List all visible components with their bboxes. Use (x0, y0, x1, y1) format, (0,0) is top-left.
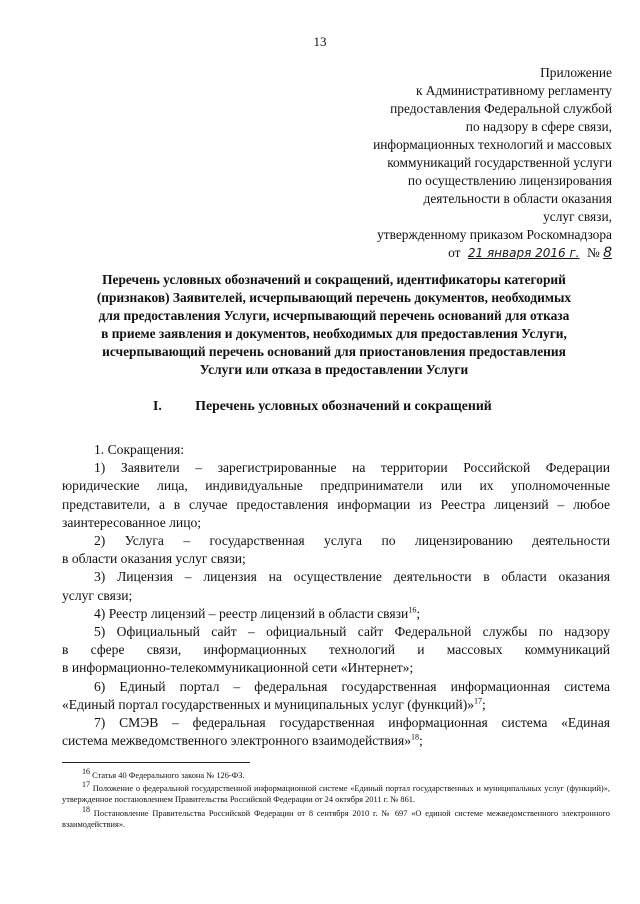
list-item-line: 3) Лицензия – лицензия на осуществление деятельности в области оказания (94, 569, 610, 585)
order-date-line (373, 244, 612, 262)
handwritten-date: 21 января 2016 г. (467, 246, 580, 260)
footnotes (62, 767, 610, 832)
list-item-line: в сфере связи, информационных технологий и массовых коммуникаций (62, 642, 610, 658)
list-item-line: 1) Заявители – зарегистрированные на территории Российской Федерации (94, 460, 610, 476)
list-item-line: заинтересованное лицо; (62, 514, 202, 530)
footnote (62, 804, 610, 830)
list-item-line (62, 732, 610, 750)
appendix-line: услуг связи, (543, 209, 612, 224)
list-item-line: 5) Официальный сайт – официальный сайт Федеральной службы по надзору (94, 624, 610, 640)
footnote-ref: 16 (408, 605, 417, 615)
page-number: 13 (313, 34, 327, 49)
number-label: № (586, 245, 600, 260)
list-item-text: система межведомственного электронного взаимодействия» (62, 733, 412, 749)
list-item-line: 6) Единый портал – федеральная государственная информационная система (94, 678, 610, 694)
list-item-line: 7) СМЭВ – федеральная государственная информационная система «Единая (94, 715, 610, 731)
from-label: от (448, 245, 461, 260)
appendix-line: Приложение (540, 65, 612, 80)
appendix-line: утвержденному приказом Роскомнадзора (377, 227, 612, 242)
appendix-line: предоставления Федеральной службой (390, 101, 612, 116)
footnote-mark: 16 (82, 767, 90, 777)
title-line: в приеме заявления и документов, необходимых для предоставления Услуги, (101, 326, 567, 342)
list-item-end: ; (419, 733, 423, 749)
footnote (62, 767, 610, 781)
list-item-line: представители, а в случае предоставления информации из Реестра лицензий – любое (62, 496, 610, 512)
list-heading: 1. Сокращения: (94, 442, 184, 457)
footnote-text: Статья 40 Федерального закона № 126-ФЗ. (90, 771, 245, 780)
title-line: для предоставления Услуги, исчерпывающий перечень оснований для отказа (98, 308, 570, 324)
appendix-block (373, 64, 612, 262)
footnote-text: Положение о федеральной государственной информационной системе «Единый портал государственных и муниципальных услуг (функций)», утвержденное постановлением Правительства Российской Федерации от 24 октября 2011 г. № 861. (62, 784, 610, 805)
list-item-line (62, 605, 610, 623)
section-number: I. (153, 398, 162, 413)
title-line: (признаков) Заявителей, исчерпывающий перечень документов, необходимых (96, 290, 572, 306)
list-item-line: услуг связи; (62, 587, 133, 603)
list-item-line: в информационно-телекоммуникационной сети «Интернет»; (62, 660, 414, 676)
section-heading (153, 398, 492, 414)
list-item-line (62, 696, 610, 714)
list-item-text: 4) Реестр лицензий – реестр лицензий в области связи (94, 605, 409, 621)
footnote-ref: 17 (474, 696, 483, 706)
footnote-mark: 18 (82, 804, 90, 814)
handwritten-number: 8 (603, 245, 612, 261)
list-item-end: ; (416, 605, 421, 621)
document-title (58, 271, 610, 380)
appendix-line: по надзору в сфере связи, (465, 119, 612, 134)
list-item-line: 2) Услуга – государственная услуга по лицензированию деятельности (94, 533, 610, 549)
footnote-text: Постановление Правительства Российской Федерации от 8 сентября 2010 г. № 697 «О единой системе межведомственного электронного взаимодействия». (62, 808, 610, 829)
appendix-line: по осуществлению лицензирования (407, 173, 612, 188)
title-line: исчерпывающий перечень оснований для приостановления предоставления (102, 344, 566, 360)
appendix-line: коммуникаций государственной услуги (387, 155, 612, 170)
list-item-line: в области оказания услуг связи; (62, 551, 246, 567)
footnote (62, 780, 610, 805)
appendix-line: деятельности в области оказания (423, 191, 612, 206)
title-line: Перечень условных обозначений и сокращений, идентификаторы категорий (102, 272, 566, 287)
list-item-text: «Единый портал государственных и муниципальных услуг (функций)» (62, 696, 475, 712)
footnote-mark: 17 (82, 780, 90, 790)
list-item-end: ; (482, 696, 486, 712)
appendix-line: информационных технологий и массовых (373, 137, 612, 152)
appendix-line: к Административному регламенту (415, 83, 612, 98)
footnote-ref: 18 (411, 732, 420, 742)
list-item-line: юридические лица, индивидуальные предприниматели или их уполномоченные (62, 478, 610, 494)
footnote-separator (62, 762, 250, 763)
section-title: Перечень условных обозначений и сокращений (195, 398, 492, 413)
body-text (62, 441, 610, 750)
title-line: Услуги или отказа в предоставлении Услуги (199, 362, 469, 378)
